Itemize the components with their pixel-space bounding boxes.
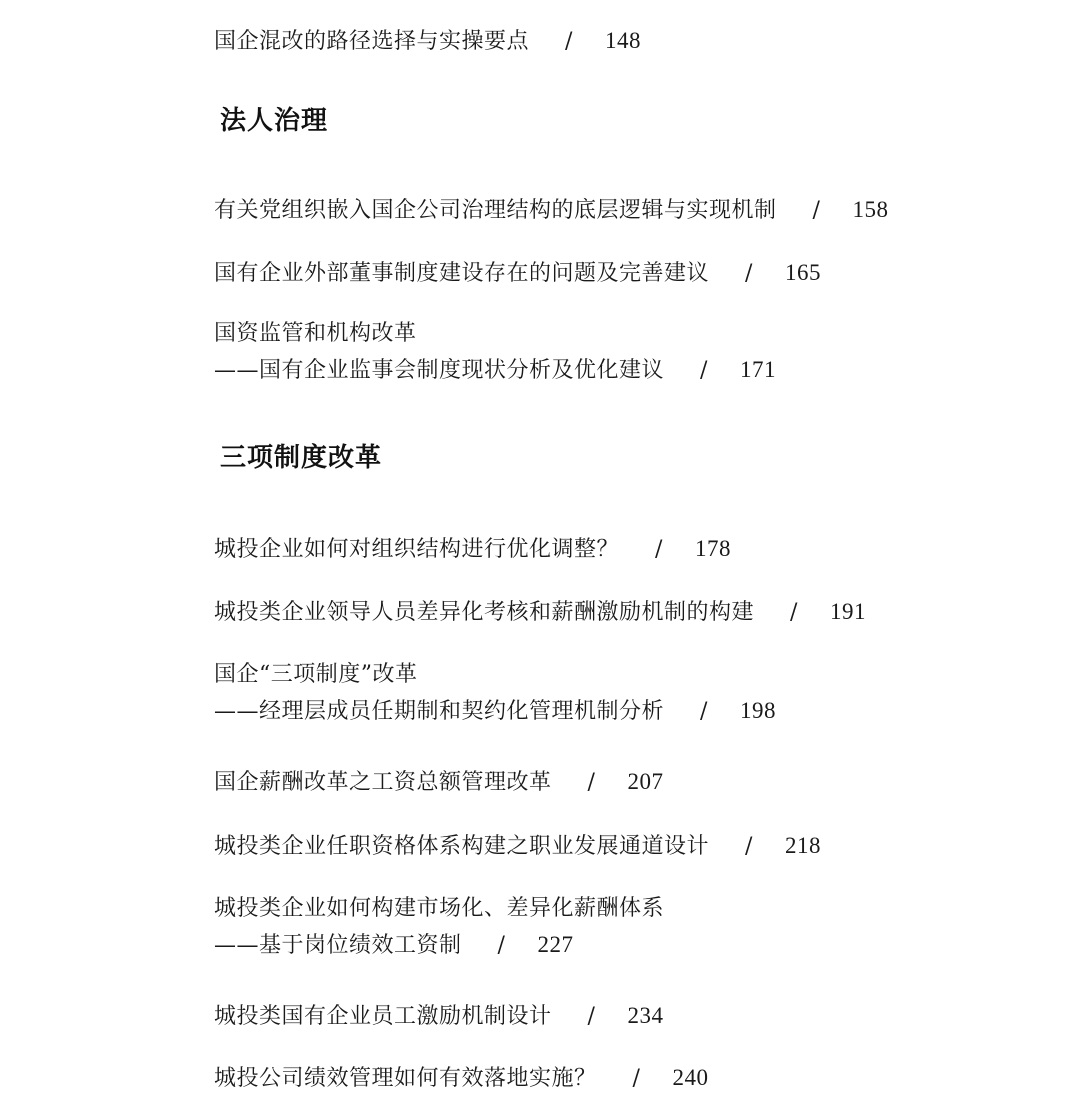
toc-entry-subtitle: ——基于岗位绩效工资制 (214, 933, 462, 958)
toc-entry[interactable] (214, 596, 866, 628)
toc-entry[interactable] (214, 194, 888, 226)
toc-entry[interactable] (214, 318, 776, 386)
toc-separator: / (587, 1004, 596, 1029)
toc-separator: / (790, 600, 798, 625)
toc-entry-title: 国有企业外部董事制度建设存在的问题及完善建议 (214, 261, 710, 286)
toc-separator: / (745, 834, 753, 859)
toc-entry[interactable] (214, 533, 731, 565)
toc-entry-title: 有关党组织嵌入国企公司治理结构的底层逻辑与实现机制 (214, 198, 777, 223)
toc-entry[interactable] (214, 1000, 663, 1032)
toc-entry-title: 城投类国有企业员工激励机制设计 (214, 1004, 552, 1029)
toc-page-number: 240 (672, 1065, 709, 1090)
toc-entry-subtitle: ——国有企业监事会制度现状分析及优化建议 (214, 358, 665, 383)
toc-page-number: 171 (739, 357, 776, 382)
section-heading: 法人治理 (220, 106, 329, 136)
toc-separator: / (587, 770, 596, 795)
toc-page-number: 148 (604, 28, 641, 53)
toc-page-number: 165 (784, 260, 821, 285)
toc-entry[interactable] (214, 257, 821, 289)
toc-entry-title: 城投类企业任职资格体系构建之职业发展通道设计 (214, 834, 710, 859)
section-heading: 三项制度改革 (220, 443, 383, 473)
toc-entry[interactable] (214, 1062, 708, 1094)
toc-separator: / (497, 933, 506, 958)
toc-page-number: 198 (739, 698, 776, 723)
toc-separator: / (655, 537, 663, 562)
toc-entry[interactable] (214, 766, 663, 798)
toc-entry-subtitle: ——经理层成员任期制和契约化管理机制分析 (214, 699, 665, 724)
toc-separator: / (565, 29, 573, 54)
toc-page-number: 207 (627, 769, 664, 794)
toc-entry[interactable] (214, 659, 776, 727)
toc-entry-title: 国企薪酬改革之工资总额管理改革 (214, 770, 552, 795)
toc-entry-title: 城投企业如何对组织结构进行优化调整？ (214, 537, 620, 562)
toc-page-number: 218 (784, 833, 821, 858)
toc-entry[interactable] (214, 25, 641, 57)
toc-page-number: 158 (852, 197, 889, 222)
toc-entry-title: 城投公司绩效管理如何有效落地实施？ (214, 1066, 597, 1091)
toc-entry-title: 国企混改的路径选择与实操要点 (214, 29, 530, 54)
toc-entry-title: 城投类企业如何构建市场化、差异化薪酬体系 (214, 896, 665, 921)
toc-separator: / (700, 699, 708, 724)
toc-page-number: 178 (694, 536, 731, 561)
toc-page-number: 191 (829, 599, 866, 624)
toc-page-number: 227 (537, 932, 574, 957)
toc-entry-title: 国企“三项制度”改革 (214, 662, 418, 687)
toc-separator: / (700, 358, 708, 383)
toc-separator: / (812, 198, 821, 223)
toc-entry-title: 国资监管和机构改革 (214, 321, 417, 346)
toc-entry[interactable] (214, 830, 821, 862)
toc-page-number: 234 (627, 1003, 664, 1028)
toc-separator: / (632, 1066, 641, 1091)
toc-separator: / (745, 261, 753, 286)
toc-entry-title: 城投类企业领导人员差异化考核和薪酬激励机制的构建 (214, 600, 755, 625)
toc-entry[interactable] (214, 893, 664, 961)
